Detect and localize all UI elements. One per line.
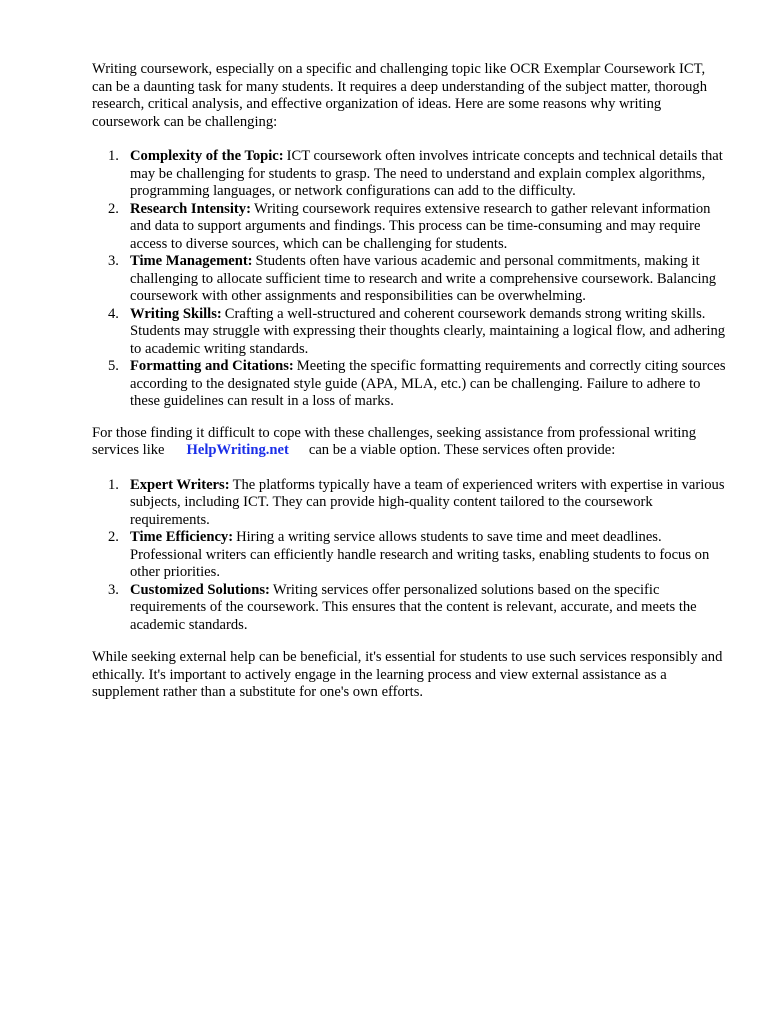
closing-paragraph: While seeking external help can be beneficial, it's essential for students to use such services responsibly and ethically. It's important to actively engage in the learning process and view external assistance as a supplement rather than a substitute for one's own efforts.	[92, 649, 723, 700]
list-item	[92, 358, 728, 411]
list-text: Students often have various academic and personal commitments, making it challenging to allocate sufficient time to research and write a comprehensive coursework. Balancing coursework with other assignments and responsibilities can be overwhelming.	[130, 253, 717, 304]
help-paragraph	[92, 425, 728, 460]
list-text: Crafting a well-structured and coherent coursework demands strong writing skills. Students may struggle with expressing their thoughts clearly, maintaining a logical flow, and adhering to academic writing standards.	[130, 305, 726, 357]
list-term: Writing Skills:	[130, 305, 222, 322]
list-number: 2.	[108, 529, 119, 545]
list-item	[92, 253, 728, 306]
list-number: 5.	[108, 358, 119, 374]
list-term: Customized Solutions:	[130, 581, 270, 598]
list-term: Research Intensity:	[130, 200, 251, 217]
list-item	[92, 582, 728, 635]
services-list	[92, 477, 728, 635]
intro-paragraph: Writing coursework, especially on a specific and challenging topic like OCR Exemplar Coursework ICT, can be a daunting task for many students. It requires a deep understanding of the subject matter, thorough research, critical analysis, and effective organization of ideas. Here are some reasons why writing coursework can be challenging:	[92, 61, 708, 130]
list-number: 3.	[108, 253, 119, 269]
challenges-list	[92, 148, 728, 411]
list-item	[92, 306, 728, 359]
list-item	[92, 201, 728, 254]
list-number: 1.	[108, 148, 119, 164]
list-term: Expert Writers:	[130, 476, 230, 493]
list-term: Time Management:	[130, 253, 253, 269]
list-number: 2.	[108, 200, 119, 217]
help-text-before: For those finding it difficult to cope with these challenges, seeking assistance from professional writing services like	[92, 424, 697, 458]
list-text: Meeting the specific formatting requirements and correctly citing sources according to the designated style guide (APA, MLA, etc.) can be challenging. Failure to adhere to these guidelines can result in a loss of marks.	[130, 358, 726, 409]
list-item	[92, 477, 728, 530]
list-text: ICT coursework often involves intricate concepts and technical details that may be challenging for students to grasp. The need to understand and explain complex algorithms, programming languages, or network configurations can add to the difficulty.	[130, 148, 723, 199]
list-term: Complexity of the Topic:	[130, 148, 284, 164]
list-text: Writing services offer personalized solutions based on the specific requirements of the coursework. This ensures that the content is relevant, accurate, and meets the academic standards.	[130, 581, 697, 633]
list-text: The platforms typically have a team of experienced writers with expertise in various subjects, including ICT. They can provide high-quality content tailored to the coursework requirements.	[130, 476, 725, 528]
helpwriting-link[interactable]: HelpWriting.net	[186, 442, 289, 458]
list-text: Hiring a writing service allows students to save time and meet deadlines. Professional writers can efficiently handle research and writing tasks, enabling students to focus on other priorities.	[130, 529, 710, 580]
list-number: 3.	[108, 581, 119, 598]
list-number: 1.	[108, 476, 119, 493]
help-text-after: can be a viable option. These services often provide:	[308, 442, 616, 458]
list-number: 4.	[108, 305, 119, 322]
list-item	[92, 148, 728, 201]
list-term: Formatting and Citations:	[130, 358, 294, 374]
list-term: Time Efficiency:	[130, 529, 234, 545]
list-item	[92, 529, 728, 582]
list-text: Writing coursework requires extensive research to gather relevant information and data to support arguments and findings. This process can be time-consuming and may require access to diverse sources, which can be challenging for students.	[130, 200, 711, 252]
